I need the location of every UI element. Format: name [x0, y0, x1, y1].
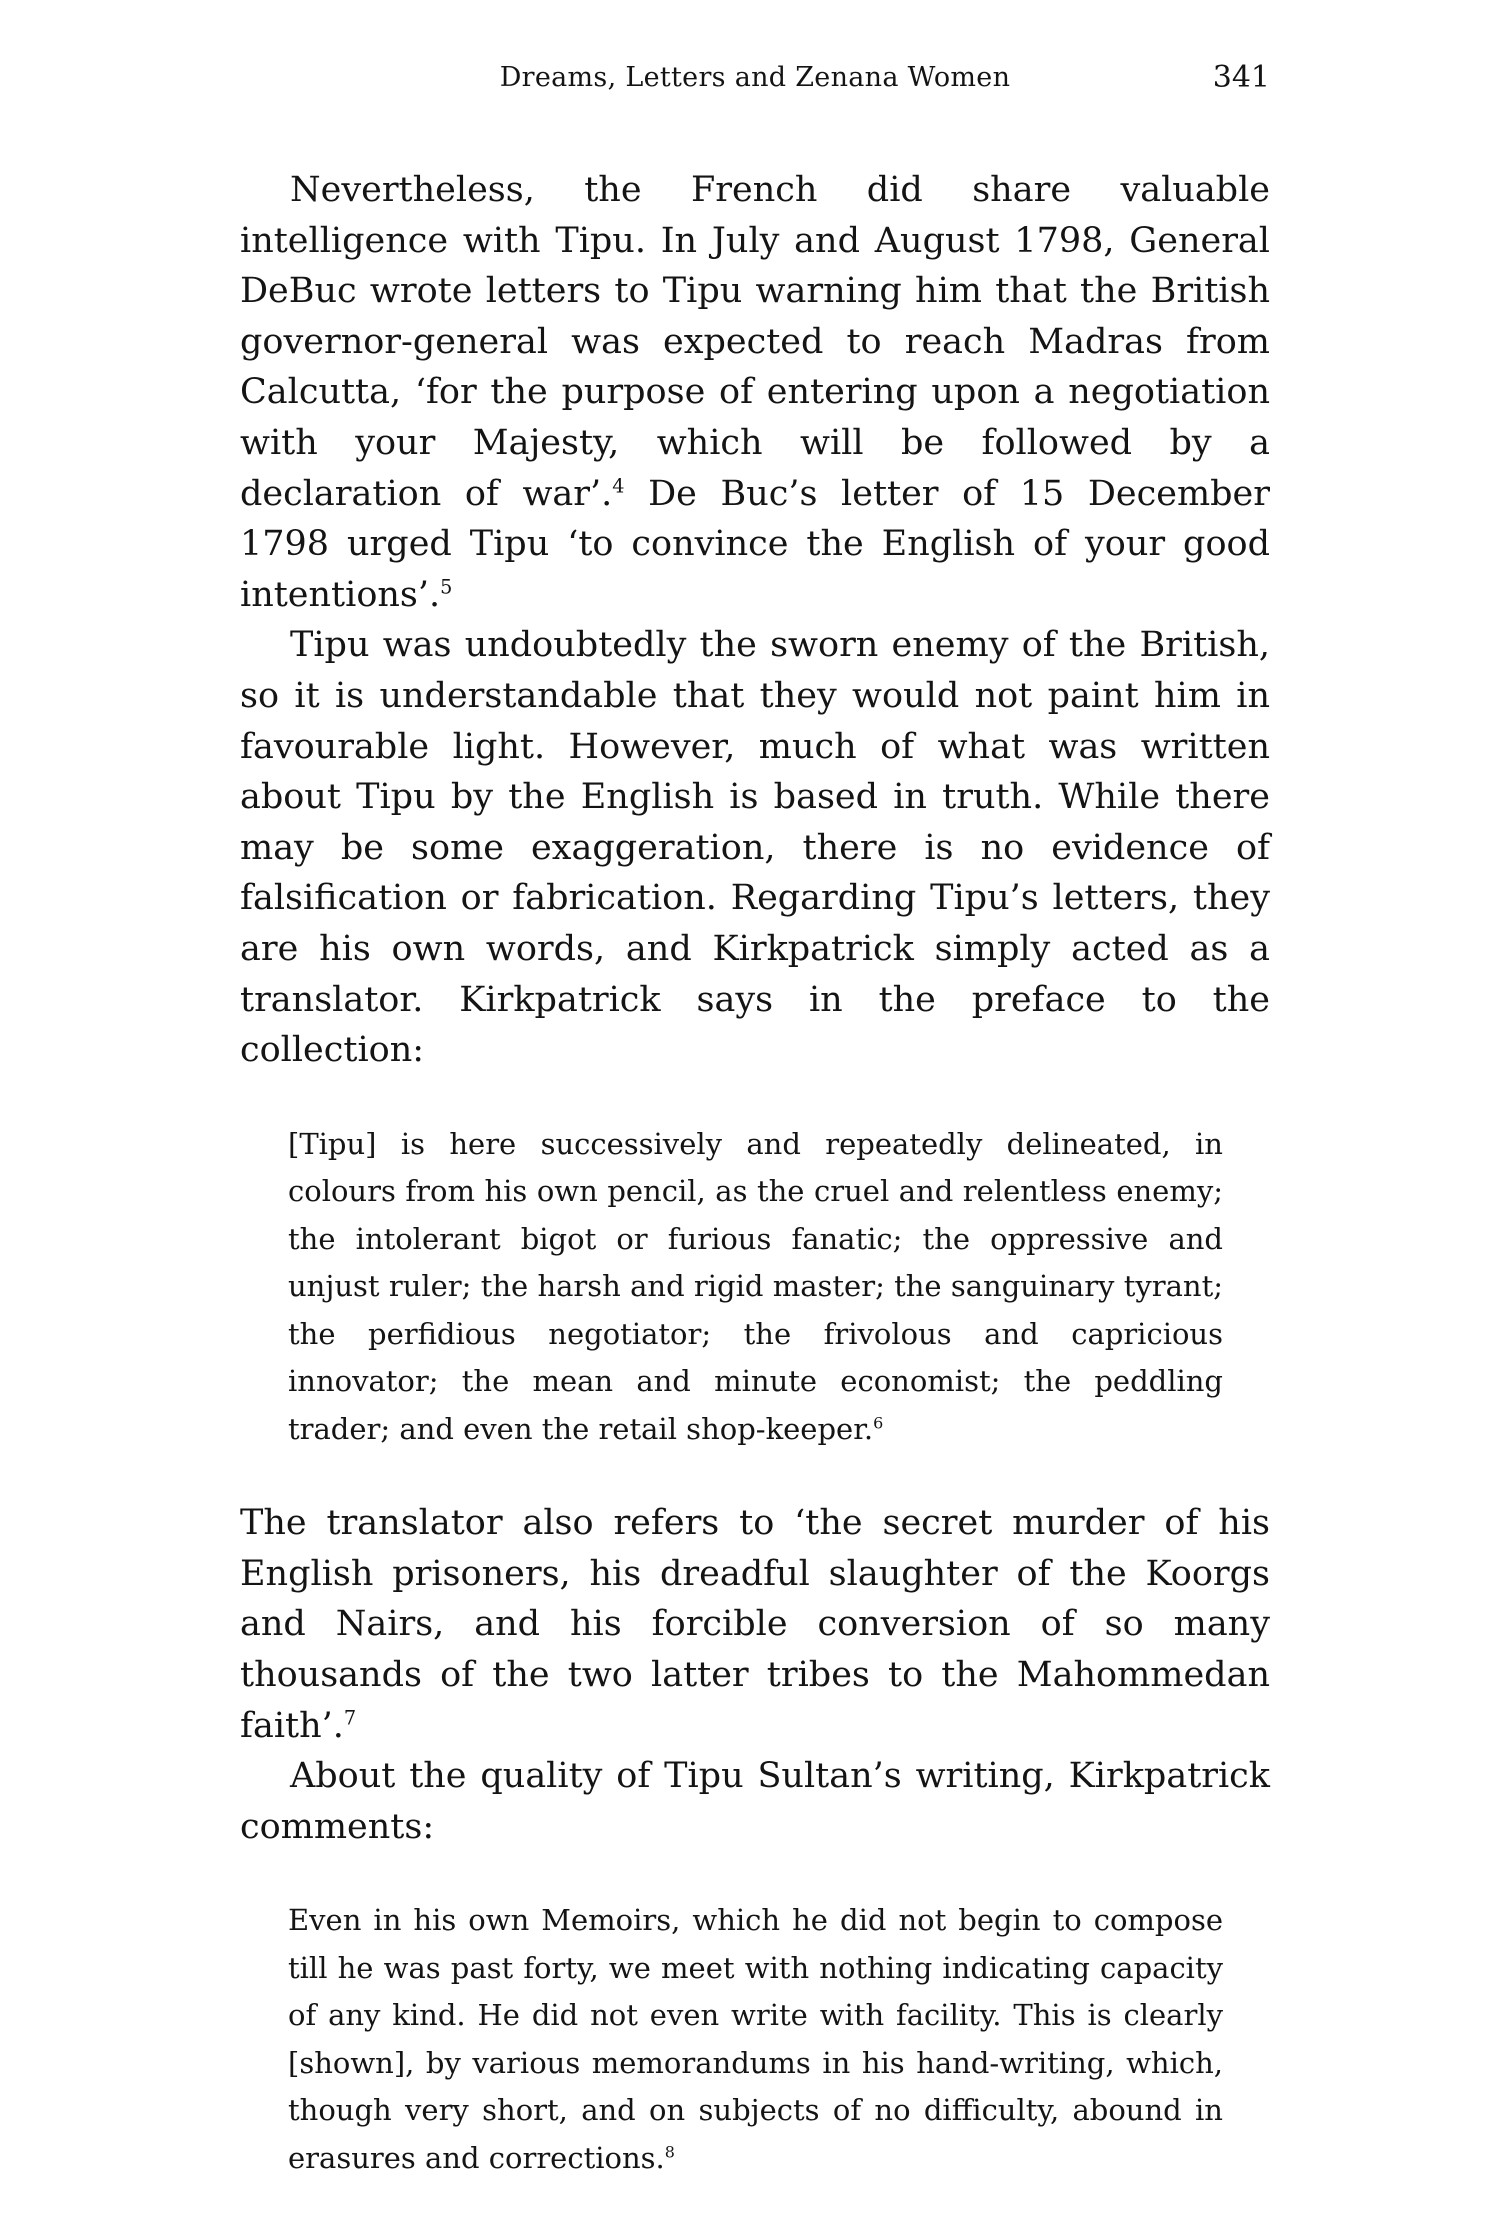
paragraph-text: Nevertheless, the French did share valuable intelligence with Tipu. In July and August 1798, General DeBuc wrote letters to Tipu warning him that the British governor-general was expected to reach Madras from Calcutta, ‘for the purpose of entering upon a negotiation with your Majesty, which will be followed by a declaration of war’.	[240, 170, 1270, 514]
body-text	[240, 165, 1270, 2227]
paragraph-text: About the quality of Tipu Sultan’s writing, Kirkpatrick comments:	[240, 1756, 1270, 1847]
footnote-ref: 8	[664, 2142, 675, 2162]
paragraph-text: De Buc’s letter of 15 December 1798 urged Tipu ‘to convince the English of your good intentions’.	[240, 473, 1270, 615]
footnote-ref: 7	[343, 1705, 357, 1729]
page-number: 341	[1212, 60, 1270, 95]
paragraph	[240, 165, 1270, 620]
quote-paragraph	[288, 1121, 1223, 1454]
paragraph-text: Tipu was undoubtedly the sworn enemy of the British, so it is understandable that they would not paint him in favourable light. However, much of what was written about Tipu by the English is based in truth. While there may be some exaggeration, there is no evidence of falsification or fabrication. Regarding Tipu’s letters, they are his own words, and Kirkpatrick simply acted as a translator. Kirkpatrick says in the preface to the collection:	[240, 625, 1270, 1071]
block-quote	[288, 1121, 1223, 1454]
paragraph-text: The translator also refers to ‘the secret murder of his English prisoners, his dreadful slaughter of the Koorgs and Nairs, and his forcible conversion of so many thousands of the two latter tribes to the Mahommedan faith’.	[240, 1503, 1270, 1746]
footnote-ref: 5	[440, 575, 453, 599]
running-head	[240, 62, 1270, 102]
paragraph	[240, 1498, 1270, 1751]
paragraph	[240, 1751, 1270, 1852]
footnote-ref: 6	[873, 1413, 884, 1433]
footnote-ref: 4	[612, 473, 625, 497]
running-title: Dreams, Letters and Zenana Women	[499, 62, 1011, 93]
quote-text: [Tipu] is here successively and repeatedly delineated, in colours from his own pencil, as the cruel and relentless enemy; the intolerant bigot or furious fanatic; the oppressive and unjust ruler; the harsh and rigid master; the sanguinary tyrant; the perfidious negotiator; the frivolous and capricious innovator; the mean and minute economist; the peddling trader; and even the retail shop-keeper.	[288, 1126, 1223, 1446]
quote-text: Even in his own Memoirs, which he did not begin to compose till he was past forty, we meet with nothing indicating capacity of any kind. He did not even write with facility. This is clearly [shown], by various memorandums in his hand-writing, which, though very short, and on subjects of no difficulty, abound in erasures and corrections.	[288, 1903, 1223, 2175]
paragraph	[240, 620, 1270, 1075]
quote-paragraph	[288, 1897, 1223, 2182]
block-quote	[288, 1897, 1223, 2182]
